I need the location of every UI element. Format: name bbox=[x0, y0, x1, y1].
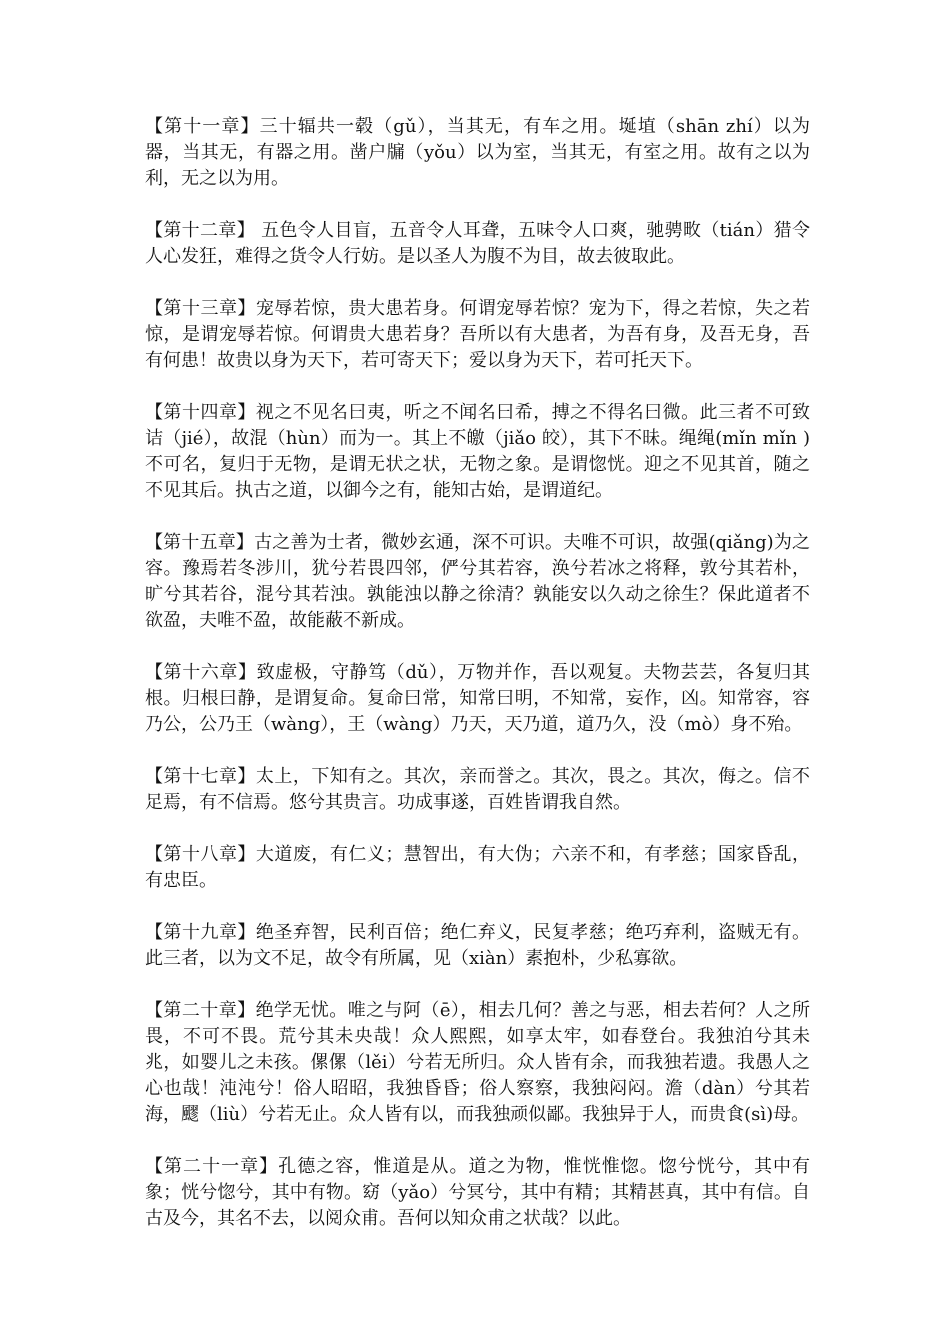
chapter-text: 绝圣弃智，民利百倍；绝仁弃义，民复孝慈；绝巧弃利，盗贼无有。此三者，以为文不足，故令有所属，见（xiàn）素抱朴，少私寡欲。 bbox=[145, 922, 811, 969]
chapter-16 bbox=[145, 660, 810, 738]
chapter-title: 【第十六章】 bbox=[145, 662, 257, 683]
chapter-text: 绝学无忧。唯之与阿（ē），相去几何？善之与恶，相去若何？人之所畏，不可不畏。荒兮其未央哉！众人熙熙，如享太牢，如春登台。我独泊兮其未兆，如婴儿之未孩。傫傫（lěi）兮若无所归。众人皆有余，而我独若遗。我愚人之心也哉！沌沌兮！俗人昭昭，我独昏昏；俗人察察，我独闷闷。澹（dàn）兮其若海，飂（liù）兮若无止。众人皆有以，而我独顽似鄙。我独异于人，而贵食(sì)母。 bbox=[145, 1000, 810, 1125]
chapter-text: 三十辐共一毂（gǔ），当其无，有车之用。埏埴（shān zhí）以为器，当其无，有器之用。凿户牖（yǒu）以为室，当其无，有室之用。故有之以为利，无之以为用。 bbox=[145, 116, 811, 189]
chapter-text: 宠辱若惊，贵大患若身。何谓宠辱若惊？宠为下，得之若惊，失之若惊，是谓宠辱若惊。何谓贵大患若身？吾所以有大患者，为吾有身，及吾无身，吾有何患！故贵以身为天下，若可寄天下；爱以身为天下，若可托天下。 bbox=[145, 298, 811, 371]
document-body bbox=[145, 114, 810, 1258]
chapter-title: 【第十八章】 bbox=[145, 844, 256, 865]
chapter-20 bbox=[145, 998, 810, 1128]
chapter-text: 太上，下知有之。其次，亲而誉之。其次，畏之。其次，侮之。信不足焉，有不信焉。悠兮其贵言。功成事遂，百姓皆谓我自然。 bbox=[145, 766, 811, 813]
chapter-19 bbox=[145, 920, 810, 972]
chapter-text: 古之善为士者，微妙玄通，深不可识。夫唯不可识，故强(qiǎng)为之容。豫焉若冬涉川，犹兮若畏四邻，俨兮其若容，涣兮若冰之将释，敦兮其若朴，旷兮其若谷，混兮其若浊。孰能浊以静之徐清？孰能安以久动之徐生？保此道者不欲盈，夫唯不盈，故能蔽不新成。 bbox=[145, 532, 810, 631]
chapter-13 bbox=[145, 296, 810, 374]
chapter-title: 【第十一章】 bbox=[145, 116, 260, 137]
chapter-title: 【第十七章】 bbox=[145, 766, 256, 787]
chapter-text: 视之不见名曰夷，听之不闻名曰希，搏之不得名曰微。此三者不可致诘（jié），故混（hùn）而为一。其上不皦（jiǎo 皎），其下不昧。绳绳(mǐn mǐn )不可名，复归于无物，是谓无状之状，无物之象。是谓惚恍。迎之不见其首，随之不见其后。执古之道，以御今之有，能知古始，是谓道纪。 bbox=[145, 402, 811, 501]
chapter-text: 孔德之容，惟道是从。道之为物，惟恍惟惚。惚兮恍兮，其中有象；恍兮惚兮，其中有物。窈（yǎo）兮冥兮，其中有精；其精甚真，其中有信。自古及今，其名不去，以阅众甫。吾何以知众甫之状哉？以此。 bbox=[145, 1156, 811, 1229]
chapter-21 bbox=[145, 1154, 810, 1232]
chapter-15 bbox=[145, 530, 810, 634]
chapter-12 bbox=[145, 218, 810, 270]
chapter-text: 致虚极，守静笃（dǔ），万物并作，吾以观复。夫物芸芸，各复归其根。归根曰静，是谓复命。复命曰常，知常曰明，不知常，妄作，凶。知常容，容乃公，公乃王（wàng），王（wàng）乃天，天乃道，道乃久，没（mò）身不殆。 bbox=[145, 662, 810, 735]
chapter-17 bbox=[145, 764, 810, 816]
chapter-11 bbox=[145, 114, 810, 192]
chapter-text: 大道废，有仁义；慧智出，有大伪；六亲不和，有孝慈；国家昏乱，有忠臣。 bbox=[145, 844, 811, 891]
chapter-title: 【第十九章】 bbox=[145, 922, 256, 943]
chapter-14 bbox=[145, 400, 810, 504]
chapter-title: 【第十三章】 bbox=[145, 298, 256, 319]
chapter-title: 【第十四章】 bbox=[145, 402, 256, 423]
chapter-title: 【第十二章】 bbox=[145, 220, 256, 241]
chapter-18 bbox=[145, 842, 810, 894]
chapter-text: 五色令人目盲，五音令人耳聋，五味令人口爽，驰骋畋（tián）猎令人心发狂，难得之货令人行妨。是以圣人为腹不为目，故去彼取此。 bbox=[145, 220, 810, 267]
chapter-title: 【第十五章】 bbox=[145, 532, 255, 553]
chapter-title: 【第二十一章】 bbox=[145, 1156, 279, 1177]
chapter-title: 【第二十章】 bbox=[145, 1000, 256, 1021]
